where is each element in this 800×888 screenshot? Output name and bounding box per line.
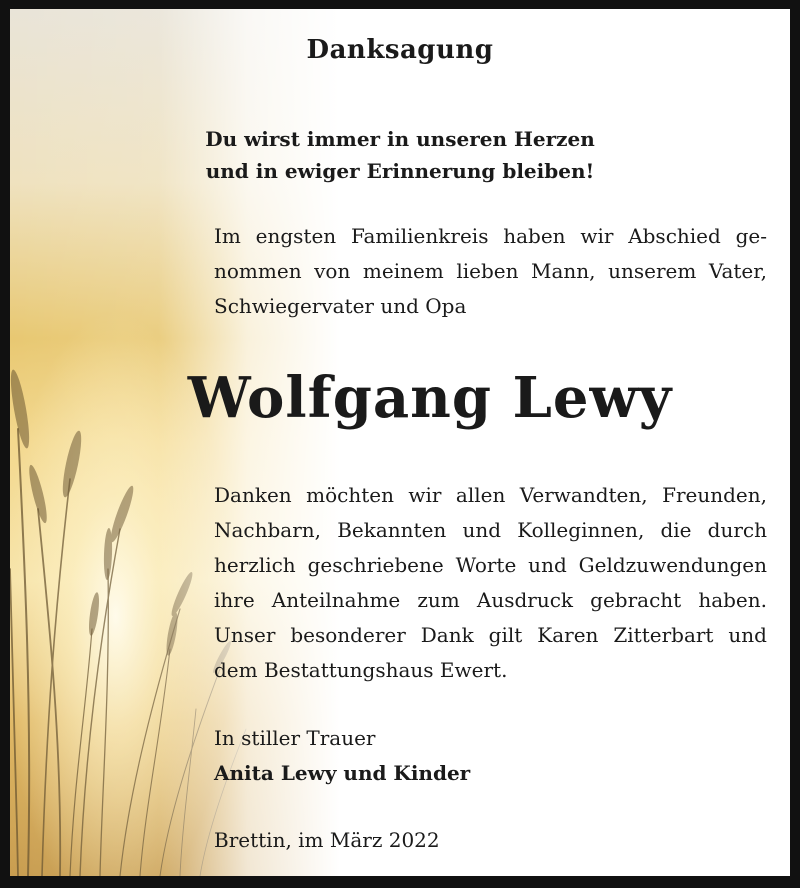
signers: Anita Lewy und Kinder <box>214 761 471 785</box>
mourning-label: In stiller Trauer <box>214 726 376 750</box>
place-date: Brettin, im März 2022 <box>214 828 440 852</box>
notice-content <box>10 9 790 876</box>
thanks-line: herzlich geschriebene Worte und Geldzuwendungen <box>214 553 767 577</box>
thanks-paragraph <box>214 478 767 688</box>
thanks-line: Nachbarn, Bekannten und Kolleginnen, die durch <box>214 518 767 542</box>
motto-line: Du wirst immer in unseren Herzen <box>205 127 595 151</box>
thanks-line: ihre Anteilnahme zum Ausdruck gebracht haben. <box>214 588 767 612</box>
signature-block <box>214 721 470 791</box>
thanks-line: Danken möchten wir allen Verwandten, Freunden, <box>214 483 767 507</box>
intro-line: Im engsten Familienkreis haben wir Abschied ge- <box>214 224 767 248</box>
deceased-name: Wolfgang Lewy <box>187 365 673 431</box>
intro-paragraph <box>214 219 767 324</box>
motto <box>170 123 630 187</box>
thanks-line: Unser besonderer Dank gilt Karen Zitterbart und <box>214 623 767 647</box>
notice-heading: Danksagung <box>306 35 494 65</box>
motto-line: und in ewiger Erinnerung bleiben! <box>205 159 595 183</box>
intro-line: nommen von meinem lieben Mann, unserem Vater, <box>214 259 767 283</box>
intro-line: Schwiegervater und Opa <box>214 294 467 318</box>
thanks-line: dem Bestattungshaus Ewert. <box>214 658 508 682</box>
